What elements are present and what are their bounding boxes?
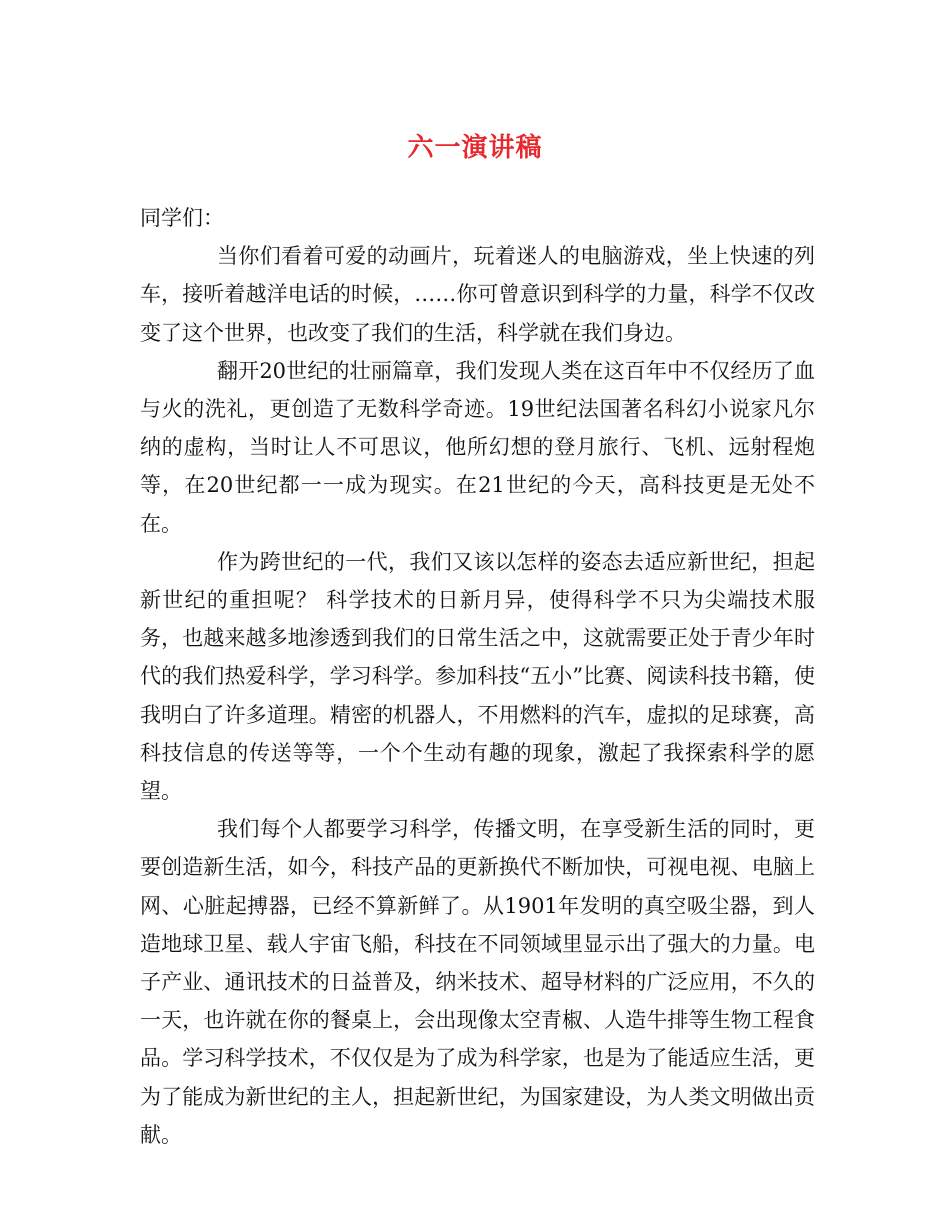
document-body bbox=[140, 199, 815, 1154]
paragraph-2: 翻开20世纪的壮丽篇章，我们发现人类在这百年中不仅经历了血与火的洗礼，更创造了无数科学奇迹。19世纪法国著名科幻小说家凡尔纳的虚构，当时让人不可思议，他所幻想的登月旅行、飞机、远射程炮等，在20世纪都一一成为现实。在21世纪的今天，高科技更是无处不在。 bbox=[140, 358, 815, 536]
greeting-line: 同学们： bbox=[140, 206, 224, 230]
paragraph-3: 作为跨世纪的一代，我们又该以怎样的姿态去适应新世纪，担起新世纪的重担呢？ 科学技术的日新月异，使得科学不只为尖端技术服务，也越来越多地渗透到我们的日常生活之中，这就需要正处于青少年时代的我们热爱科学，学习科学。参加科技“五小”比赛、阅读科技书籍，使我明白了许多道理。精密的机器人，不用燃料的汽车，虚拟的足球赛，高科技信息的传送等等，一个个生动有趣的现象，激起了我探索科学的愿望。 bbox=[140, 549, 815, 804]
paragraph-4: 我们每个人都要学习科学，传播文明，在享受新生活的同时，更要创造新生活，如今，科技产品的更新换代不断加快，可视电视、电脑上网、心脏起搏器，已经不算新鲜了。从1901年发明的真空吸尘器，到人造地球卫星、载人宇宙飞船，科技在不同领域里显示出了强大的力量。电子产业、通讯技术的日益普及，纳米技术、超导材料的广泛应用，不久的一天，也许就在你的餐桌上，会出现像太空青椒、人造牛排等生物工程食品。学习科学技术，不仅仅是为了成为科学家，也是为了能适应生活，更为了能成为新世纪的主人，担起新世纪，为国家建设，为人类文明做出贡献。 bbox=[140, 817, 815, 1147]
document-title: 六一演讲稿 bbox=[407, 133, 543, 163]
paragraph-1: 当你们看着可爱的动画片，玩着迷人的电脑游戏，坐上快速的列车，接听着越洋电话的时候，……你可曾意识到科学的力量，科学不仅改变了这个世界，也改变了我们的生活，科学就在我们身边。 bbox=[140, 244, 815, 345]
